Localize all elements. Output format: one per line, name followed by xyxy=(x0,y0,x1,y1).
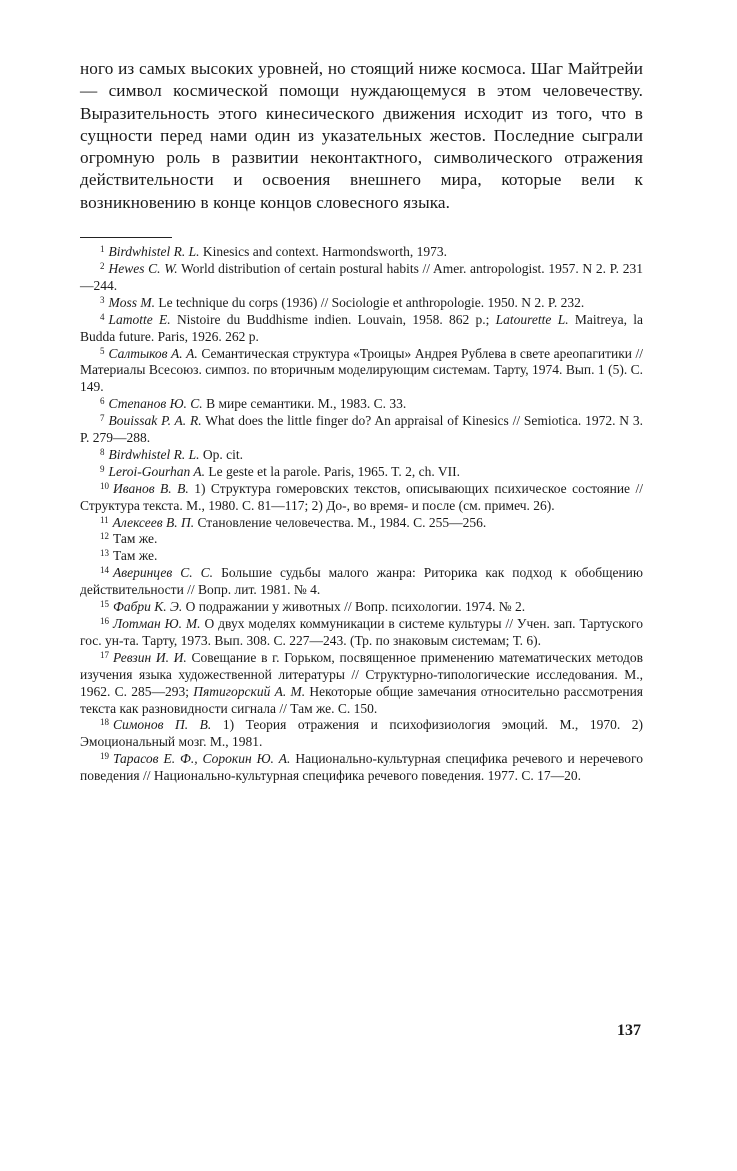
footnote-1: $^1$ Birdwhistel R. L. Kinesics and context. Harmondsworth, 1973. xyxy=(100,244,447,260)
footnote-7: $^7$ Bouissak P. A. R. What does the little finger do? An appraisal of Kinesics // Semiotica. 1972. N 3. P. 279—288. xyxy=(80,413,643,446)
footnote-2: $^2$ Hewes C. W. World distribution of certain postural habits // Amer. antropologist. 1957. N 2. P. 231—244. xyxy=(80,260,643,293)
footnote-19: $^{19}$ Тарасов Е. Ф., Сорокин Ю. А. Национально-культурная специфика речевого и неречевого поведения // Национально-культурная специфика речевого поведения. 1977. С. 17—20. xyxy=(80,751,644,784)
footnote-17: $^{17}$ Ревзин И. И. Совещание в г. Горьком, посвященное применению математических методов изучения языка художественной литературы // Структурно-типологические исследования. М., 1962. С. 285—293; Пятигорский А. М. Некоторые общие замечания относительно рассмотрения текста как разновидности сигнала // Там же. С. 150. xyxy=(80,649,644,716)
footnote-14: $^{14}$ Аверинцев С. С. Большие судьбы малого жанра: Риторика как подход к обобщению действительности // Вопр. лит. 1981. № 4. xyxy=(80,565,643,598)
footnote-6: $^6$ Степанов Ю. С. В мире семантики. М., 1983. С. 33. xyxy=(100,396,407,412)
page-number: 137 xyxy=(617,1022,641,1039)
footnote-8: $^8$ Birdwhistel R. L. Op. cit. xyxy=(100,446,244,462)
footnote-13: $^{13}$ Там же. xyxy=(100,548,158,564)
footnote-12: $^{12}$ Там же. xyxy=(100,531,158,547)
footnote-divider xyxy=(80,237,172,238)
footnotes xyxy=(80,244,643,785)
footnote-18: $^{18}$ Симонов П. В. 1) Теория отражения и психофизиология эмоций. М., 1970. 2) Эмоциональный мозг. М., 1981. xyxy=(80,717,643,750)
footnote-16: $^{16}$ Лотман Ю. М. О двух моделях коммуникации в системе культуры // Учен. зап. Тартуского гос. ун-та. Тарту, 1973. Вып. 308. С. 227—243. (Тр. по знаковым системам; Т. 6). xyxy=(80,616,643,648)
footnote-15: $^{15}$ Фабри К. Э. О подражании у животных // Вопр. психологии. 1974. № 2. xyxy=(100,599,526,615)
body-paragraph: ного из самых высоких уровней, но стоящий ниже космоса. Шаг Майтрейи — символ космической помощи нуждающемуся в этом человечеству. Выразительность этого кинесического движения исходит из того, что в сущности перед нами один из указательных жестов. Последние сыграли огромную роль в развитии неконтактного, символического отражения действительности и освоения внешнего мира, которые вели к возникновению в конце концов словесного языка. xyxy=(80,59,643,212)
footnote-4: $^4$ Lamotte E. Nistoire du Buddhisme indien. Louvain, 1958. 862 p.; Latourette L. Maitreya, la Budda future. Paris, 1926. 262 p. xyxy=(80,311,643,344)
footnote-3: $^3$ Moss M. Le technique du corps (1936) // Sociologie et anthropologie. 1950. N 2. P. 232. xyxy=(100,294,585,310)
page xyxy=(80,58,643,785)
footnote-10: $^{10}$ Иванов В. В. 1) Структура гомеровских текстов, описывающих психическое состояние // Структура текста. М., 1980. С. 81—117; 2) До-, во время- и после (см. примеч. 26). xyxy=(80,480,644,513)
footnote-11: $^{11}$ Алексеев В. П. Становление человечества. М., 1984. С. 255—256. xyxy=(100,514,487,530)
footnote-9: $^9$ Leroi-Gourhan A. Le geste et la parole. Paris, 1965. T. 2, ch. VII. xyxy=(100,463,460,479)
footnote-5: $^5$ Салтыков А. А. Семантическая структура «Троицы» Андрея Рублева в свете ареопагитики // Материалы Всесоюз. симпоз. по вторичным моделирующим системам. Тарту, 1974. Вып. 1 (5). С. 149. xyxy=(80,345,644,395)
